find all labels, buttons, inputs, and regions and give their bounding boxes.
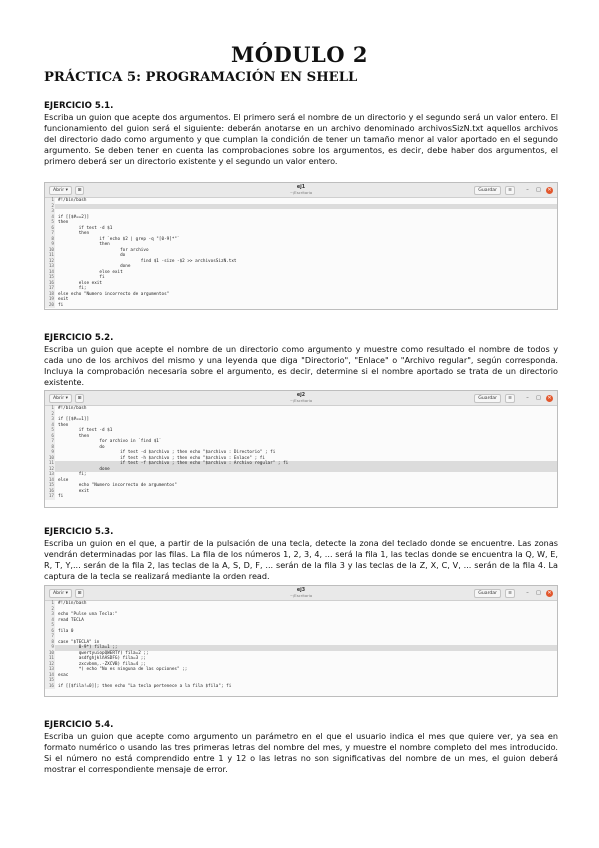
line-number: 3 — [45, 209, 55, 215]
code-text: *) echo "No es ninguna de las opciones" ;; — [58, 667, 188, 672]
line-number: 13 — [45, 264, 55, 270]
line-number: 2 — [45, 204, 55, 210]
exercise-5-4 — [44, 720, 558, 775]
line-number: 11 — [45, 461, 55, 467]
line-number: 3 — [45, 612, 55, 618]
line-number: 2 — [45, 607, 55, 613]
line-number: 8 — [45, 237, 55, 243]
line-number: 12 — [45, 259, 55, 265]
hamburger-menu-icon[interactable]: ≡ — [505, 589, 515, 598]
new-tab-icon[interactable]: ⊞ — [75, 589, 84, 598]
code-text: #!/bin/bash — [58, 198, 87, 203]
code-text: fi; — [58, 286, 87, 291]
line-number: 14 — [45, 673, 55, 679]
line-number: 11 — [45, 253, 55, 259]
code-text: 0-9*) fila=1 ;; — [58, 645, 118, 650]
line-number: 5 — [45, 220, 55, 226]
code-text: fi — [58, 494, 64, 499]
practice-title: PRÁCTICA 5: PROGRAMACIÓN EN SHELL — [44, 70, 358, 85]
line-number: 17 — [45, 286, 55, 292]
line-number: 6 — [45, 226, 55, 232]
new-tab-icon[interactable]: ⊞ — [75, 394, 84, 403]
line-number: 6 — [45, 434, 55, 440]
close-icon[interactable]: ✕ — [547, 395, 552, 401]
save-button[interactable]: Guardar — [474, 589, 501, 598]
line-number: 4 — [45, 423, 55, 429]
maximize-icon[interactable]: □ — [536, 395, 541, 401]
code-editor-window[interactable] — [44, 585, 558, 697]
code-text: fila 0 — [58, 628, 74, 634]
new-tab-icon[interactable]: ⊞ — [75, 186, 84, 195]
line-number: 6 — [45, 629, 55, 635]
code-text: then — [58, 231, 90, 236]
exercise-5-2 — [44, 333, 558, 388]
line-number: 15 — [45, 275, 55, 281]
module-title: MÓDULO 2 — [230, 42, 369, 67]
line-number: 16 — [45, 489, 55, 495]
exercise-heading: EJERCICIO 5.3. — [44, 527, 114, 537]
code-text: fi — [58, 275, 105, 280]
line-number: 2 — [45, 412, 55, 418]
code-text: qwertyuiopQWERTY) fila=2 ;; — [58, 650, 149, 656]
code-text: then — [58, 422, 69, 428]
editor-header-bar — [45, 183, 557, 198]
hamburger-menu-icon[interactable]: ≡ — [505, 394, 515, 403]
code-text: #!/bin/bash — [58, 601, 87, 606]
code-text: for archivo — [58, 247, 149, 253]
code-text: do — [58, 444, 105, 450]
line-number: 13 — [45, 667, 55, 673]
editor-header-bar — [45, 391, 557, 406]
code-text: else echo "Numero incorrecto de argumentos" — [58, 291, 170, 297]
editor-header-bar — [45, 586, 557, 601]
exercise-heading: EJERCICIO 5.1. — [44, 101, 114, 111]
line-number: 16 — [45, 281, 55, 287]
open-button[interactable]: Abrir ▾ — [49, 589, 72, 598]
code-text: else exit — [58, 280, 102, 286]
code-text: done — [58, 264, 131, 269]
code-text: if [[$#==2]] — [58, 214, 90, 220]
exercise-body: Escriba un guion que acepte dos argumentos. El primero será el nombre de un directorio y el segundo será un valor entero. El funcionamiento del guion será el siguiente: deberán anotarse en un archivo denominado archivosSizN.txt aquellos archivos del directorio dado como argumento y que cumplan la condición de tener un tamaño menor al valor aportado en el segundo argumento. Se deben tener en cuenta las comprobaciones sobre los argumentos, es decir, debe haber dos argumentos, el primero deberá ser un directorio existente y el segundo un valor entero. — [44, 112, 558, 166]
code-text: #!/bin/bash — [58, 406, 87, 411]
line-number: 18 — [45, 292, 55, 298]
line-number: 4 — [45, 215, 55, 221]
hamburger-menu-icon[interactable]: ≡ — [505, 186, 515, 195]
code-text: read TECLA — [58, 617, 84, 623]
line-number: 8 — [45, 445, 55, 451]
exercise-heading: EJERCICIO 5.4. — [44, 720, 114, 730]
code-text: then — [58, 220, 69, 225]
code-area[interactable] — [45, 601, 557, 689]
line-number: 7 — [45, 439, 55, 445]
line-number: 9 — [45, 450, 55, 456]
code-line — [45, 303, 557, 309]
line-number: 19 — [45, 297, 55, 303]
code-text: if test -d $archivo ; then echo "$archivo : Directorio" ; fi — [58, 450, 276, 455]
exercise-body: Escriba un guion que acepte como argumento un parámetro en el que el usuario indica el mes que quiere ver, ya sea en formato numérico o usando las tres primeras letras del nombre del mes, y muestre el nombre completo del mes introducido. Si el número no está comprendido entre 1 y 12 o las letras no son significativas del nombre de un mes, el guion deberá mostrar el correspondiente mensaje de error. — [44, 731, 558, 774]
line-number: 14 — [45, 478, 55, 484]
exercise-body: Escriba un guion en el que, a partir de la pulsación de una tecla, detecte la zona del teclado donde se encuentre. Las zonas vendrán determinadas por las filas. La fila de los números 1, 2, 3, 4, ... será la fila 1, las teclas donde se encuentra la Q, W, E, R, T, Y,... serán de la fila 2, las teclas de la A, S, D, F, ... serán de la fila 3 y las teclas de la Z, X, C, V, ... serán de la fila 4. La captura de la tecla se realizará mediante la orden read. — [44, 538, 558, 581]
line-number: 5 — [45, 623, 55, 629]
line-number: 11 — [45, 656, 55, 662]
code-text: then — [58, 433, 90, 439]
file-name: ej2 — [296, 393, 306, 398]
line-number: 10 — [45, 651, 55, 657]
code-text: if test -d $1 — [58, 428, 113, 433]
close-icon[interactable]: ✕ — [547, 187, 552, 193]
line-number: 13 — [45, 472, 55, 478]
line-number: 16 — [45, 684, 55, 690]
open-button[interactable]: Abrir ▾ — [49, 186, 72, 195]
code-text: do — [58, 253, 126, 258]
minimize-icon[interactable]: – — [526, 395, 529, 401]
line-number: 10 — [45, 248, 55, 254]
code-text: exit — [58, 297, 69, 302]
line-number: 8 — [45, 640, 55, 646]
line-number: 9 — [45, 645, 55, 651]
file-path: ~/Escritorio — [289, 593, 313, 598]
code-text: then — [58, 242, 110, 247]
code-text: if [[$fila!=0]]; then echo "La tecla pertenece a la fila $fila"; fi — [58, 683, 232, 689]
code-text: exit — [58, 488, 90, 494]
code-text: if [[$#==1]] — [58, 417, 90, 422]
code-text: else — [58, 477, 69, 483]
code-text: case "$TECLA" in — [58, 639, 100, 645]
line-number: 15 — [45, 678, 55, 684]
save-button[interactable]: Guardar — [474, 394, 501, 403]
line-number: 4 — [45, 618, 55, 624]
code-text: for archivo in `find $1` — [58, 439, 162, 444]
line-number: 20 — [45, 303, 55, 309]
code-text: if test -h $archivo ; then echo "$archivo : Enlace" ; fi — [58, 455, 265, 461]
line-number: 1 — [45, 406, 55, 412]
line-number: 12 — [45, 662, 55, 668]
line-number: 14 — [45, 270, 55, 276]
file-name: ej3 — [296, 588, 306, 593]
line-number: 1 — [45, 601, 55, 607]
save-button[interactable]: Guardar — [474, 186, 501, 195]
open-button[interactable]: Abrir ▾ — [49, 394, 72, 403]
code-text: asdfghjklñASDFG) fila=3 ;; — [58, 656, 146, 661]
line-number: 7 — [45, 231, 55, 237]
code-text: zxcvbnm,.-ZXCVB) fila=4 ;; — [58, 661, 146, 667]
code-text: fi; — [58, 472, 87, 477]
code-text: find $1 -size -$2 >> archivosSizN.txt — [58, 258, 237, 264]
file-path: ~/Escritorio — [289, 190, 313, 195]
line-number: 9 — [45, 242, 55, 248]
code-text: esac — [58, 672, 69, 678]
line-number: 12 — [45, 467, 55, 473]
close-icon[interactable]: ✕ — [547, 590, 552, 596]
exercise-5-3 — [44, 527, 558, 582]
code-text: else exit — [58, 269, 123, 275]
code-editor-window[interactable] — [44, 390, 558, 508]
line-number: 3 — [45, 417, 55, 423]
code-area[interactable] — [45, 198, 557, 308]
exercise-heading: EJERCICIO 5.2. — [44, 333, 114, 343]
line-number: 17 — [45, 494, 55, 500]
maximize-icon[interactable]: □ — [536, 590, 541, 596]
code-text: done — [58, 466, 110, 472]
code-text: if `echo $2 | grep -q "[0-9]*"` — [58, 236, 180, 242]
maximize-icon[interactable]: □ — [536, 187, 541, 193]
code-line — [45, 494, 557, 500]
line-number: 5 — [45, 428, 55, 434]
line-number: 10 — [45, 456, 55, 462]
exercise-body: Escriba un guion que acepte el nombre de un directorio como argumento y muestre como resultado el nombre de todos y cada uno de los archivos del mismo y una leyenda que diga "Directorio", "Enlace" o "Archivo regular", según corresponda. Incluya la comprobación necesaria sobre el argumento, es decir, determine si el nombre aportado se trata de un directorio existente. — [44, 344, 558, 387]
code-line — [45, 684, 557, 690]
exercise-5-1 — [44, 101, 558, 167]
code-text: if test -f $archivo ; then echo "$archivo : Archivo regular" ; fi — [58, 461, 289, 466]
line-number: 1 — [45, 198, 55, 204]
code-area[interactable] — [45, 406, 557, 500]
line-number: 15 — [45, 483, 55, 489]
line-number: 7 — [45, 634, 55, 640]
minimize-icon[interactable]: – — [526, 187, 529, 193]
code-editor-window[interactable] — [44, 182, 558, 310]
minimize-icon[interactable]: – — [526, 590, 529, 596]
code-text: echo "Pulse una Tecla:" — [58, 612, 118, 617]
file-path: ~/Escritorio — [289, 398, 313, 403]
code-text: if test -d $1 — [58, 225, 113, 231]
code-text: fi — [58, 302, 64, 308]
code-text: echo "Numero incorrecto de argumentos" — [58, 483, 177, 488]
file-name: ej1 — [296, 185, 306, 190]
